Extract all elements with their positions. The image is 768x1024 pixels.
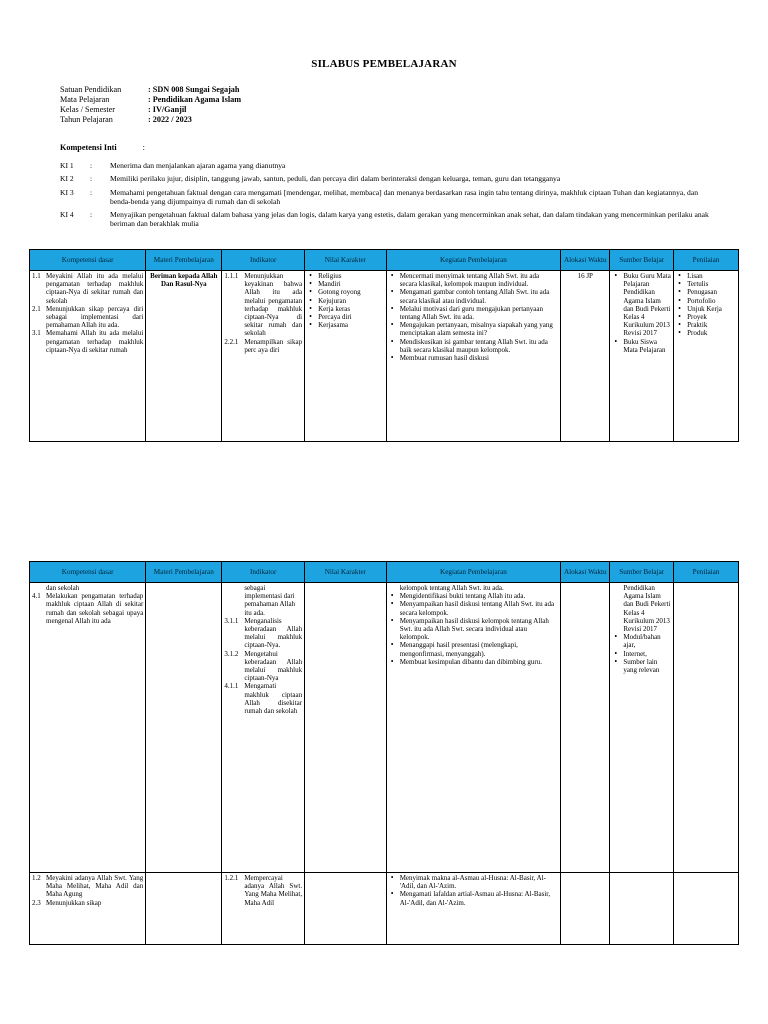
- kd-number: 1.2: [32, 874, 41, 882]
- list-item: • Internet,: [623, 650, 671, 658]
- list-item: • Kejujuran: [318, 297, 384, 305]
- indikator-number: 1.1.1: [224, 272, 239, 280]
- identity-value: : SDN 008 Sungai Segajah: [148, 85, 240, 94]
- list-item: • Buku Siswa Mata Pelajaran: [623, 338, 671, 354]
- cell-alokasi: [561, 873, 610, 945]
- identity-row: [60, 105, 241, 115]
- kd-number: 1.1: [32, 272, 41, 280]
- ki-colon: :: [90, 161, 93, 170]
- kd-text: Menunjukkan sikap: [46, 898, 102, 907]
- indikator-item: [224, 682, 302, 715]
- ki-code: KI 2: [60, 174, 74, 184]
- list-item: • Proyek: [687, 313, 736, 321]
- indikator-number: 3.1.2: [224, 649, 239, 658]
- identity-row: [60, 95, 241, 105]
- cell-penilaian: [674, 583, 739, 873]
- list-item: • Membuat kesimpulan dibantu dan dibimbing guru.: [400, 658, 558, 666]
- table-header-row: [30, 562, 739, 583]
- indikator-item: [224, 338, 302, 354]
- list-item: • Mendiskusikan isi gambar tentang Allah Swt. itu ada baik secara klasikal maupun kelompok.: [400, 338, 558, 354]
- ki-colon: :: [90, 210, 93, 220]
- kd-text: Meyakini adanya Allah Swt. Yang Maha Melihat, Maha Adil dan Maha Agung: [46, 874, 144, 899]
- identity-label: Mata Pelajaran: [60, 95, 110, 104]
- indikator-item: [224, 650, 302, 683]
- cell-sumber: [610, 583, 674, 873]
- header-materi: Materi Pembelajaran: [146, 562, 222, 583]
- header-kegiatan: Kegiatan Pembelajaran: [386, 250, 560, 271]
- table-row: [30, 873, 739, 945]
- header-penilaian: Penilaian: [674, 562, 739, 583]
- ki-list: [60, 161, 710, 233]
- cell-kompetensi-dasar: [30, 271, 146, 442]
- list-item: • Unjuk Kerja: [687, 305, 736, 313]
- indikator-text: Mengamati makhluk ciptaan Allah disekitar rumah dan sekolah: [244, 682, 303, 716]
- kegiatan-continuation: kelompok tentang Allah Swt. itu ada.: [399, 584, 504, 592]
- ki-text: Menyajikan pengetahuan faktual dalam bahasa yang jelas dan logis, dalam karya yang estetis, dalam gerakan yang mencerminkan anak sehat, dan dalam tindakan yang mencerminkan perilaku anak beriman dan berakhlak mulia: [110, 210, 709, 229]
- kd-number: 2.3: [32, 898, 41, 907]
- syllabus-table-2: [29, 561, 739, 945]
- sumber-list: [612, 633, 671, 674]
- cell-penilaian: [674, 271, 739, 442]
- list-item: • Mengajukan pertanyaan, misalnya siapakah yang yang menciptakan alam semesta ini?: [400, 321, 558, 337]
- indikator-number: 2.2.1: [224, 337, 239, 346]
- list-item: • Modul/bahan ajar,: [623, 633, 671, 649]
- list-item: • Melalui motivasi dari guru mengajukan pertanyaan tentang Allah Swt. itu ada.: [400, 305, 558, 321]
- ki-item: [60, 210, 710, 229]
- cell-alokasi: [561, 583, 610, 873]
- ki-colon: :: [90, 187, 93, 197]
- header-materi: Materi Pembelajaran: [146, 250, 222, 271]
- list-item: • Sumber lain yang relevan: [623, 658, 671, 674]
- cell-indikator: [222, 873, 305, 945]
- syllabus-table-1: [29, 249, 739, 442]
- kd-text: Memahami Allah itu ada melalui pengamatan terhadap makhluk ciptaan-Nya di sekitar rumah: [46, 329, 144, 354]
- identity-value: : Pendidikan Agama Islam: [148, 95, 242, 104]
- indikator-number: 4.1.1: [224, 682, 239, 691]
- kegiatan-list: [389, 272, 558, 362]
- document-title: SILABUS PEMBELAJARAN: [311, 58, 457, 70]
- list-item: • Produk: [687, 329, 736, 337]
- header-indikator: Indikator: [222, 562, 305, 583]
- identity-row: [60, 85, 241, 95]
- indikator-text: Menampilkan sikap perc aya diri: [244, 337, 303, 354]
- indikator-number: 1.2.1: [224, 874, 239, 882]
- identity-value: : IV/Ganjil: [148, 105, 187, 114]
- table-header-row: [30, 250, 739, 271]
- kd-text: Menunjukkan sikap percaya diri sebagai implementasi dari pemahaman Allah itu ada.: [46, 304, 144, 330]
- penilaian-list: [676, 272, 736, 338]
- table-row: [30, 583, 739, 873]
- ki-code: KI 3: [60, 187, 74, 197]
- ki-item: [60, 161, 710, 170]
- identity-row: [60, 115, 241, 125]
- list-item: • Kerjasama: [318, 321, 384, 329]
- kd-number: 4.1: [32, 592, 41, 601]
- kd-number: 2.1: [32, 304, 41, 313]
- sumber-list: [612, 272, 671, 354]
- cell-kompetensi-dasar: [30, 873, 146, 945]
- indikator-continuation: sebagai implementasi dari pemahaman Allah itu ada.: [244, 584, 296, 617]
- list-item: • Praktik: [687, 321, 736, 329]
- kd-text: Meyakini Allah itu ada melalui pengamatan terhadap makhluk ciptaan-Nya di sekitar rumah dan sekolah: [46, 272, 144, 305]
- cell-penilaian: [674, 873, 739, 945]
- identity-label: Kelas / Semester: [60, 105, 116, 114]
- header-penilaian: Penilaian: [674, 250, 739, 271]
- cell-nilai-karakter: [305, 583, 387, 873]
- header-kompetensi-dasar: Kompetensi dasar: [30, 250, 146, 271]
- nilai-list: [307, 272, 384, 329]
- indikator-text: Menunjukkan keyakinan bahwa Allah itu ada melalui pengamatan terhadap makhluk ciptaan-Nya di sekitar rumah dan sekolah: [244, 272, 303, 338]
- list-item: • Buku Guru Mata Pelajaran Pendidikan Agama Islam dan Budi Pekerti Kelas 4 Kurikulum 2013 Revisi 2017: [623, 272, 671, 338]
- ki-item: [60, 174, 710, 183]
- cell-kompetensi-dasar: [30, 583, 146, 873]
- kd-item: [32, 592, 143, 625]
- ki-code: KI 4: [60, 210, 74, 220]
- ki-colon: :: [90, 174, 93, 184]
- list-item: • Gotong royong: [318, 288, 384, 296]
- table-row: [30, 271, 739, 442]
- kd-continuation: dan sekolah: [46, 584, 80, 592]
- header-kegiatan: Kegiatan Pembelajaran: [386, 562, 560, 583]
- list-item: • Membuat rumusan hasil diskusi: [400, 354, 558, 362]
- list-item: • Menyampaikan hasil diskusi kelompok tentang Allah Swt. itu ada Allah Swt. secara individual atau kelompok.: [400, 617, 558, 642]
- cell-kegiatan: [386, 271, 560, 442]
- kegiatan-list: [389, 592, 558, 666]
- kd-item: [32, 305, 143, 330]
- header-nilai-karakter: Nilai Karakter: [305, 562, 387, 583]
- cell-indikator: [222, 583, 305, 873]
- indikator-number: 3.1.1: [224, 616, 239, 625]
- list-item: • Mengamati gambar contoh tentang Allah Swt. itu ada secara klasikal atau individual.: [400, 288, 558, 304]
- cell-materi: [146, 583, 222, 873]
- ki-item: [60, 188, 710, 207]
- identity-block: [60, 85, 241, 125]
- ki-heading: [60, 143, 145, 152]
- list-item: • Mencermati menyimak tentang Allah Swt. itu ada secara klasikal, kelompok maupun individual.: [400, 272, 558, 288]
- ki-heading-colon: :: [142, 143, 145, 152]
- indikator-text: Mempercayai adanya Allah Swt. Yang Maha Melihat, Maha Adil: [244, 874, 303, 907]
- indikator-item: [224, 617, 302, 650]
- list-item: • Kerja keras: [318, 305, 384, 313]
- kegiatan-list: [389, 874, 558, 907]
- indikator-item: [224, 272, 302, 338]
- header-indikator: Indikator: [222, 250, 305, 271]
- cell-kegiatan: [386, 583, 560, 873]
- list-item: • Percaya diri: [318, 313, 384, 321]
- cell-kegiatan: [386, 873, 560, 945]
- indikator-text: Menganalisis keberadaan Allah melalui makhluk ciptaan-Nya.: [244, 616, 303, 650]
- kd-text: Melakukan pengamatan terhadap makhluk ciptaan Allah di sekitar rumah dan sekolah sebagai upaya mengenal Allah itu ada: [46, 592, 144, 625]
- header-sumber: Sumber Belajar: [610, 250, 674, 271]
- kd-item: [32, 874, 143, 899]
- ki-text: Memahami pengetahuan faktual dengan cara mengamati [mendengar, melihat, membaca] dan menanya berdasarkan rasa ingin tahu tentang dirinya, makhluk ciptaan Tuhan dan kegiatannya, dan benda-benda yang dijumpainya di rumah dan di sekolah: [110, 187, 698, 206]
- list-item: • Penugasan: [687, 288, 736, 296]
- ki-heading-text: Kompetensi Inti: [60, 143, 117, 152]
- list-item: • Mengidentifikasi bukti tentang Allah itu ada.: [400, 592, 558, 600]
- header-nilai-karakter: Nilai Karakter: [305, 250, 387, 271]
- kd-item: [32, 272, 143, 305]
- identity-value: : 2022 / 2023: [148, 115, 192, 124]
- cell-sumber: [610, 873, 674, 945]
- cell-materi: [146, 873, 222, 945]
- header-sumber: Sumber Belajar: [610, 562, 674, 583]
- sumber-continuation: Pendidikan Agama Islam dan Budi Pekerti Kelas 4 Kurikulum 2013 Revisi 2017: [623, 584, 671, 634]
- kd-number: 3.1: [32, 329, 41, 338]
- list-item: • Menyimak makna al-Asmau al-Husna: Al-Basir, Al-'Adil, dan Al-'Azim.: [400, 874, 558, 890]
- list-item: • Mandiri: [318, 280, 384, 288]
- ki-text: Memiliki perilaku jujur, disiplin, tanggung jawab, santun, peduli, dan percaya diri dalam berinteraksi dengan keluarga, teman, guru dan tetangganya: [110, 174, 561, 184]
- ki-text: Menerima dan menjalankan ajaran agama yang dianutnya: [110, 161, 286, 170]
- ki-code: KI 1: [60, 161, 74, 170]
- list-item: • Mengamati lafaldan artial-Asmau al-Husna: Al-Basir, Al-'Adil, dan Al-'Azim.: [400, 890, 558, 906]
- list-item: • Lisan: [687, 272, 736, 280]
- list-item: • Tertulis: [687, 280, 736, 288]
- list-item: • Menyampaikan hasil diskusi tentang Allah Swt. itu ada secara kelompok.: [400, 600, 558, 616]
- cell-nilai-karakter: [305, 873, 387, 945]
- list-item: • Menanggapi hasil presentasi (melengkapi, mengonfirmasi, menyanggah).: [400, 641, 558, 657]
- header-kompetensi-dasar: Kompetensi dasar: [30, 562, 146, 583]
- kd-item: [32, 329, 143, 354]
- cell-sumber: [610, 271, 674, 442]
- cell-indikator: [222, 271, 305, 442]
- identity-label: Satuan Pendidikan: [60, 85, 122, 94]
- indikator-text: Mengetahui keberadaan Allah melalui makhluk ciptaan-Nya: [244, 649, 303, 683]
- identity-label: Tahun Pelajaran: [60, 115, 113, 124]
- header-alokasi: Alokasi Waktu: [561, 562, 610, 583]
- list-item: • Religius: [318, 272, 384, 280]
- cell-nilai-karakter: [305, 271, 387, 442]
- list-item: • Portofolio: [687, 297, 736, 305]
- kd-item: [32, 899, 143, 907]
- cell-alokasi: 16 JP: [561, 271, 610, 442]
- header-alokasi: Alokasi Waktu: [561, 250, 610, 271]
- cell-materi: Beriman kepada Allah Dan Rasul-Nya: [146, 271, 222, 442]
- indikator-item: [224, 874, 302, 907]
